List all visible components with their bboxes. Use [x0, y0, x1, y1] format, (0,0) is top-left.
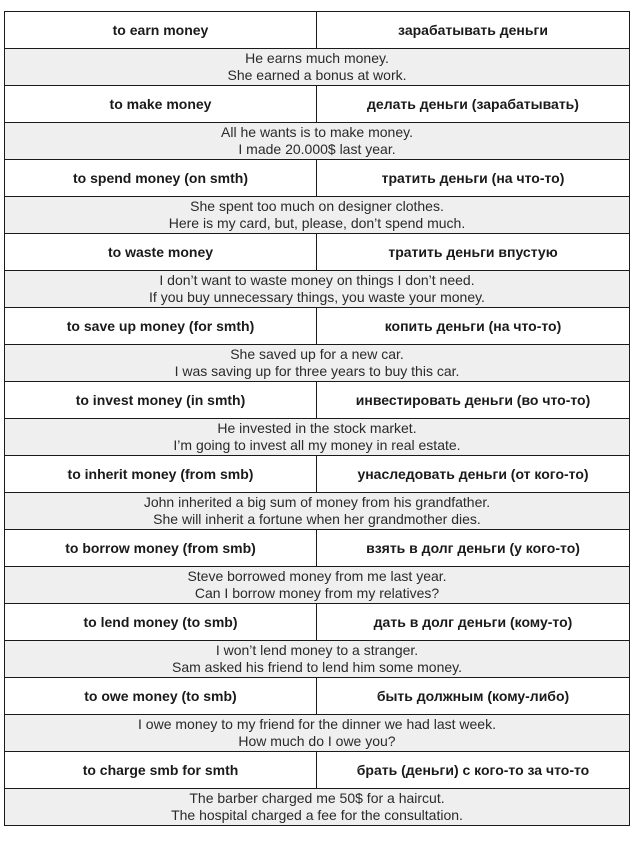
- example-sentence: I made 20.000$ last year.: [238, 141, 396, 157]
- term-row: [5, 752, 630, 789]
- example-row: [5, 123, 630, 160]
- example-row: [5, 271, 630, 308]
- example-row: [5, 567, 630, 604]
- russian-translation: тратить деньги впустую: [317, 234, 630, 271]
- example-sentences: [5, 641, 630, 678]
- russian-translation: взять в долг деньги (у кого-то): [317, 530, 630, 567]
- example-sentence: She spent too much on designer clothes.: [190, 198, 444, 214]
- term-row: [5, 160, 630, 197]
- example-sentences: [5, 567, 630, 604]
- example-sentences: [5, 345, 630, 382]
- term-row: [5, 678, 630, 715]
- example-sentence: The hospital charged a fee for the consultation.: [171, 807, 463, 823]
- english-phrase: to owe money (to smb): [5, 678, 317, 715]
- term-row: [5, 308, 630, 345]
- english-phrase: to spend money (on smth): [5, 160, 317, 197]
- russian-translation: зарабатывать деньги: [317, 12, 630, 49]
- example-row: [5, 49, 630, 86]
- term-row: [5, 382, 630, 419]
- example-sentence: Steve borrowed money from me last year.: [187, 568, 447, 584]
- example-sentence: I won’t lend money to a stranger.: [215, 642, 419, 658]
- example-sentences: [5, 197, 630, 234]
- example-sentence: All he wants is to make money.: [221, 124, 413, 140]
- russian-translation: быть должным (кому-либо): [317, 678, 630, 715]
- term-row: [5, 530, 630, 567]
- example-sentence: I owe money to my friend for the dinner we had last week.: [138, 716, 496, 732]
- example-sentence: She will inherit a fortune when her grandmother dies.: [153, 511, 481, 527]
- english-phrase: to invest money (in smth): [5, 382, 317, 419]
- example-sentences: [5, 715, 630, 752]
- vocabulary-table-body: [5, 12, 630, 826]
- english-phrase: to inherit money (from smb): [5, 456, 317, 493]
- english-phrase: to lend money (to smb): [5, 604, 317, 641]
- example-sentence: Sam asked his friend to lend him some money.: [172, 659, 462, 675]
- money-vocabulary-table: [4, 11, 630, 826]
- term-row: [5, 604, 630, 641]
- example-sentence: I don’t want to waste money on things I don’t need.: [159, 272, 475, 288]
- english-phrase: to save up money (for smth): [5, 308, 317, 345]
- example-sentence: She saved up for a new car.: [230, 346, 404, 362]
- example-sentence: How much do I owe you?: [238, 733, 396, 749]
- example-row: [5, 419, 630, 456]
- russian-translation: инвестировать деньги (во что-то): [317, 382, 630, 419]
- term-row: [5, 456, 630, 493]
- example-row: [5, 789, 630, 826]
- term-row: [5, 86, 630, 123]
- russian-translation: делать деньги (зарабатывать): [317, 86, 630, 123]
- english-phrase: to waste money: [5, 234, 317, 271]
- example-row: [5, 197, 630, 234]
- example-sentences: [5, 123, 630, 160]
- example-sentences: [5, 493, 630, 530]
- example-row: [5, 345, 630, 382]
- example-sentence: I’m going to invest all my money in real estate.: [173, 437, 461, 453]
- example-row: [5, 715, 630, 752]
- russian-translation: копить деньги (на что-то): [317, 308, 630, 345]
- example-sentences: [5, 419, 630, 456]
- example-sentence: The barber charged me 50$ for a haircut.: [189, 790, 445, 806]
- example-row: [5, 641, 630, 678]
- example-sentence: John inherited a big sum of money from his grandfather.: [143, 494, 491, 510]
- example-sentence: He invested in the stock market.: [217, 420, 417, 436]
- example-sentence: Can I borrow money from my relatives?: [194, 585, 440, 601]
- english-phrase: to make money: [5, 86, 317, 123]
- english-phrase: to borrow money (from smb): [5, 530, 317, 567]
- english-phrase: to earn money: [5, 12, 317, 49]
- example-sentences: [5, 789, 630, 826]
- term-row: [5, 12, 630, 49]
- russian-translation: брать (деньги) с кого-то за что-то: [317, 752, 630, 789]
- example-sentences: [5, 49, 630, 86]
- example-row: [5, 493, 630, 530]
- example-sentence: Here is my card, but, please, don’t spend much.: [168, 215, 466, 231]
- russian-translation: дать в долг деньги (кому-то): [317, 604, 630, 641]
- russian-translation: унаследовать деньги (от кого-то): [317, 456, 630, 493]
- example-sentence: She earned a bonus at work.: [227, 67, 407, 83]
- term-row: [5, 234, 630, 271]
- example-sentence: He earns much money.: [245, 50, 389, 66]
- example-sentences: [5, 271, 630, 308]
- example-sentence: If you buy unnecessary things, you waste your money.: [149, 289, 485, 305]
- english-phrase: to charge smb for smth: [5, 752, 317, 789]
- russian-translation: тратить деньги (на что-то): [317, 160, 630, 197]
- example-sentence: I was saving up for three years to buy this car.: [174, 363, 460, 379]
